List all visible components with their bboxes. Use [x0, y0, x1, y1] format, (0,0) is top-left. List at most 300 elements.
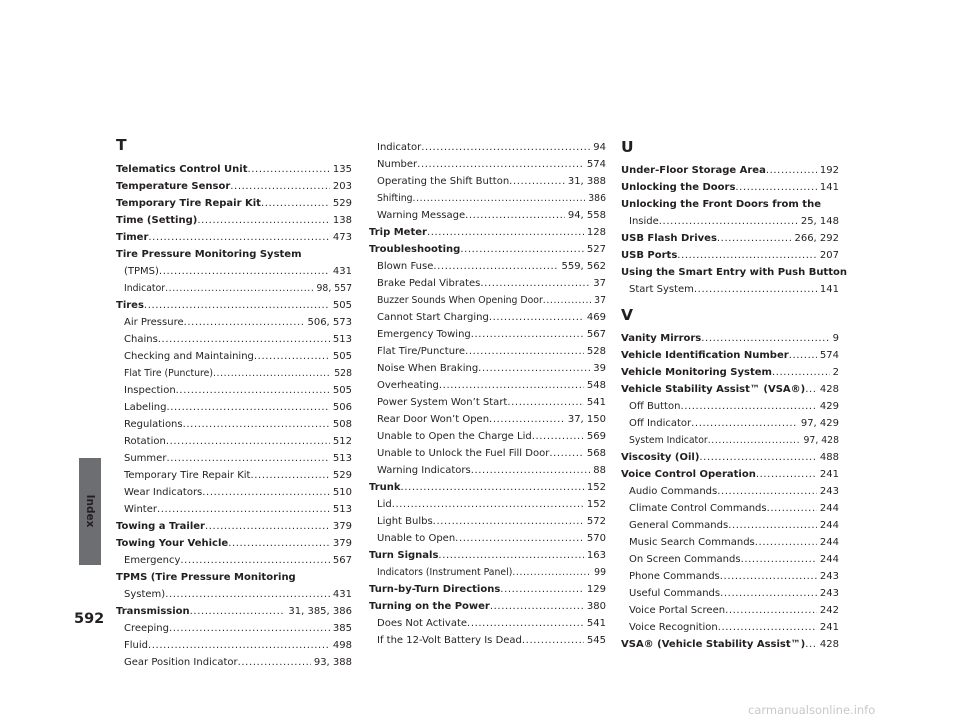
index-subentry: [629, 534, 839, 551]
index-entry: [369, 479, 606, 496]
dot-leader: [413, 190, 586, 207]
dot-leader: [248, 161, 330, 178]
entry-page-ref[interactable]: 241: [819, 622, 839, 633]
dot-leader: [489, 309, 584, 326]
dot-leader: [467, 615, 584, 632]
index-entry: [369, 241, 606, 258]
entry-page-ref[interactable]: 135: [332, 164, 352, 175]
index-subentry: [629, 568, 839, 585]
entry-term: USB Ports: [621, 250, 678, 261]
index-entry: [621, 636, 839, 653]
index-subentry: [124, 620, 352, 637]
entry-page-ref[interactable]: 513: [332, 453, 352, 464]
entry-page-ref[interactable]: 192: [819, 165, 839, 176]
index-subentry: [124, 501, 352, 518]
index-entry: [369, 547, 606, 564]
index-entry: [116, 229, 352, 246]
dot-leader: [144, 297, 330, 314]
index-subentry: [124, 637, 352, 654]
entry-page-ref[interactable]: 541: [586, 397, 606, 408]
entry-page-ref[interactable]: 93, 388: [313, 657, 352, 668]
entry-term: Overheating: [377, 380, 439, 391]
entry-term: Turn-by-Turn Directions: [369, 584, 501, 595]
entry-term: Vanity Mirrors: [621, 333, 702, 344]
entry-term: USB Flash Drives: [621, 233, 717, 244]
entry-page-ref[interactable]: 141: [819, 284, 839, 295]
dot-leader: [158, 331, 330, 348]
index-subentry: [377, 207, 606, 224]
entry-page-ref[interactable]: 513: [332, 504, 352, 515]
entry-page-ref[interactable]: 567: [586, 329, 606, 340]
entry-page-ref[interactable]: 243: [819, 588, 839, 599]
entry-page-ref[interactable]: 498: [332, 640, 352, 651]
entry-term: System Indicator: [629, 435, 708, 446]
entry-term: General Commands: [629, 520, 729, 531]
entry-page-ref[interactable]: 207: [819, 250, 839, 261]
entry-term: Fluid: [124, 640, 148, 651]
dot-leader: [490, 598, 584, 615]
entry-term: Power System Won’t Start: [377, 397, 508, 408]
dot-leader: [677, 247, 817, 264]
entry-term: Regulations: [124, 419, 183, 430]
dot-leader: [254, 348, 330, 365]
index-subentry: [124, 433, 352, 450]
index-subentry: [377, 173, 606, 190]
dot-leader: [197, 212, 330, 229]
entry-term: Trip Meter: [369, 227, 427, 238]
dot-leader: [532, 428, 584, 445]
entry-term: Indicator: [124, 283, 166, 294]
dot-leader: [465, 207, 565, 224]
entry-term: Indicators (Instrument Panel): [377, 567, 513, 578]
entry-term: Shifting: [377, 193, 413, 204]
index-subentry: [629, 619, 839, 636]
index-subentry: [377, 139, 606, 156]
entry-term: Off Indicator: [629, 418, 692, 429]
index-subentry: [377, 275, 606, 292]
dot-leader: [755, 534, 817, 551]
index-entry: [621, 449, 839, 466]
entry-page-ref[interactable]: 529: [332, 470, 352, 481]
entry-term: Light Bulbs: [377, 516, 433, 527]
entry-term: Emergency: [124, 555, 181, 566]
dot-leader: [767, 500, 817, 517]
index-subentry: [124, 382, 352, 399]
dot-leader: [438, 547, 583, 564]
index-subentry: [124, 450, 352, 467]
entry-term: Unlocking the Doors: [621, 182, 736, 193]
entry-page-ref[interactable]: 243: [819, 571, 839, 582]
dot-leader: [159, 263, 330, 280]
entry-page-ref[interactable]: 428: [819, 639, 839, 650]
dot-leader: [169, 620, 330, 637]
dot-leader: [471, 462, 591, 479]
entry-term: Under-Floor Storage Area: [621, 165, 766, 176]
entry-term: Using the Smart Entry with Push Button: [621, 267, 847, 278]
index-entry: [116, 569, 352, 586]
index-subentry: [629, 483, 839, 500]
index-subentry: [377, 309, 606, 326]
index-subentry: [629, 500, 839, 517]
entry-page-ref[interactable]: 203: [332, 181, 352, 192]
entry-page-ref[interactable]: 541: [586, 618, 606, 629]
entry-page-ref[interactable]: 88: [593, 465, 606, 476]
dot-leader: [433, 258, 558, 275]
entry-term: Checking and Maintaining: [124, 351, 254, 362]
entry-page-ref[interactable]: 431: [332, 266, 352, 277]
entry-term: Viscosity (Oil): [621, 452, 700, 463]
entry-page-ref[interactable]: 2: [832, 367, 839, 378]
dot-leader: [202, 484, 330, 501]
dot-leader: [725, 602, 817, 619]
entry-term: Unable to Open: [377, 533, 456, 544]
index-entry: [116, 297, 352, 314]
entry-page-ref[interactable]: 138: [332, 215, 352, 226]
entry-page-ref[interactable]: 31, 385, 386: [288, 606, 352, 617]
entry-term: Lid: [377, 499, 392, 510]
index-subentry: [124, 399, 352, 416]
dot-leader: [176, 382, 330, 399]
entry-term: Buzzer Sounds When Opening Door: [377, 295, 543, 306]
dot-leader: [392, 496, 584, 513]
entry-term: Climate Control Commands: [629, 503, 767, 514]
index-subentry: [377, 411, 606, 428]
dot-leader: [680, 398, 816, 415]
entry-term: Inside: [629, 216, 659, 227]
entry-term: Phone Commands: [629, 571, 720, 582]
entry-term: Gear Position Indicator: [124, 657, 238, 668]
dot-leader: [720, 568, 817, 585]
entry-page-ref[interactable]: 94: [593, 142, 606, 153]
index-entry: [621, 330, 839, 347]
dot-leader: [455, 530, 584, 547]
index-subentry: [124, 416, 352, 433]
index-subentry: [377, 513, 606, 530]
entry-page-ref[interactable]: 39: [593, 363, 606, 374]
dot-leader: [735, 179, 817, 196]
index-subentry: [124, 484, 352, 501]
entry-page-ref[interactable]: 244: [819, 503, 839, 514]
index-entry: [116, 246, 352, 263]
index-subentry: [377, 445, 606, 462]
dot-leader: [228, 535, 330, 552]
entry-term: Time (Setting): [116, 215, 198, 226]
dot-leader: [460, 241, 584, 258]
entry-term: Warning Indicators: [377, 465, 471, 476]
entry-page-ref[interactable]: 513: [332, 334, 352, 345]
entry-page-ref[interactable]: 508: [332, 419, 352, 430]
index-subentry: [124, 348, 352, 365]
entry-term: TPMS (Tire Pressure Monitoring: [116, 572, 296, 583]
index-subentry: [377, 496, 606, 513]
dot-leader: [478, 360, 590, 377]
entry-page-ref[interactable]: 243: [819, 486, 839, 497]
entry-term: Noise When Braking: [377, 363, 479, 374]
dot-leader: [756, 466, 817, 483]
entry-page-ref[interactable]: 527: [586, 244, 606, 255]
entry-page-ref[interactable]: 266, 292: [794, 233, 839, 244]
entry-term: Temporary Tire Repair Kit: [116, 198, 261, 209]
index-entry: [621, 179, 839, 196]
entry-page-ref[interactable]: 559, 562: [561, 261, 606, 272]
entry-term: Vehicle Stability Assist™ (VSA®): [621, 384, 806, 395]
entry-term: Voice Control Operation: [621, 469, 756, 480]
entry-page-ref[interactable]: 379: [332, 538, 352, 549]
index-entry: [116, 603, 352, 620]
dot-leader: [465, 343, 584, 360]
entry-page-ref[interactable]: 380: [586, 601, 606, 612]
dot-leader: [699, 449, 817, 466]
entry-page-ref[interactable]: 37: [593, 278, 606, 289]
entry-term: Trunk: [369, 482, 401, 493]
index-entry: [116, 178, 352, 195]
index-entry: [369, 224, 606, 241]
side-label: Index: [84, 494, 96, 528]
entry-term: Useful Commands: [629, 588, 721, 599]
entry-term: Music Search Commands: [629, 537, 755, 548]
entry-page-ref[interactable]: 128: [586, 227, 606, 238]
dot-leader: [718, 619, 817, 636]
entry-term: Flat Tire (Puncture): [124, 368, 213, 379]
index-subentry: [124, 314, 352, 331]
index-subentry: [377, 530, 606, 547]
dot-leader: [439, 377, 584, 394]
entry-term: Creeping: [124, 623, 169, 634]
entry-page-ref[interactable]: 97, 428: [803, 435, 839, 446]
entry-page-ref[interactable]: 572: [586, 516, 606, 527]
entry-term: VSA® (Vehicle Stability Assist™): [621, 639, 806, 650]
index-subentry: [124, 280, 352, 297]
dot-leader: [708, 432, 801, 449]
index-subentry: [377, 377, 606, 394]
dot-leader: [717, 230, 792, 247]
entry-term: Audio Commands: [629, 486, 718, 497]
index-subentry: [377, 360, 606, 377]
entry-page-ref[interactable]: 163: [586, 550, 606, 561]
entry-term: Flat Tire/Puncture: [377, 346, 466, 357]
entry-page-ref[interactable]: 25, 148: [800, 216, 839, 227]
entry-page-ref[interactable]: 97, 429: [800, 418, 839, 429]
dot-leader: [166, 450, 329, 467]
dot-leader: [522, 632, 584, 649]
entry-page-ref[interactable]: 574: [586, 159, 606, 170]
dot-leader: [238, 654, 311, 671]
entry-page-ref[interactable]: 510: [332, 487, 352, 498]
entry-page-ref[interactable]: 568: [586, 448, 606, 459]
entry-page-ref[interactable]: 570: [586, 533, 606, 544]
index-subentry: [377, 292, 606, 309]
entry-term: Vehicle Monitoring System: [621, 367, 772, 378]
entry-page-ref[interactable]: 99: [594, 567, 606, 578]
entry-page-ref[interactable]: 37: [594, 295, 606, 306]
page-number: 592: [74, 611, 105, 627]
entry-term: Rotation: [124, 436, 166, 447]
dot-leader: [165, 280, 313, 297]
index-entry: [369, 598, 606, 615]
entry-term: Labeling: [124, 402, 167, 413]
entry-page-ref[interactable]: 386: [588, 193, 606, 204]
index-entry: [621, 162, 839, 179]
entry-page-ref[interactable]: 469: [586, 312, 606, 323]
section-letter: U: [621, 138, 634, 156]
dot-leader: [157, 501, 330, 518]
index-subentry: [377, 564, 606, 581]
entry-term: Air Pressure: [124, 317, 184, 328]
dot-leader: [772, 364, 830, 381]
entry-page-ref[interactable]: 505: [332, 300, 352, 311]
entry-page-ref[interactable]: 98, 557: [316, 283, 352, 294]
dot-leader: [549, 445, 584, 462]
index-entry: [124, 263, 352, 280]
entry-term: System): [124, 589, 166, 600]
dot-leader: [507, 394, 584, 411]
dot-leader: [230, 178, 330, 195]
index-subentry: [377, 343, 606, 360]
entry-page-ref[interactable]: 244: [819, 520, 839, 531]
entry-page-ref[interactable]: 431: [332, 589, 352, 600]
index-entry: [629, 213, 839, 230]
entry-term: Blown Fuse: [377, 261, 434, 272]
entry-term: Timer: [116, 232, 149, 243]
entry-page-ref[interactable]: 473: [332, 232, 352, 243]
entry-page-ref[interactable]: 241: [819, 469, 839, 480]
entry-page-ref[interactable]: 528: [334, 368, 352, 379]
index-subentry: [377, 428, 606, 445]
index-entry: [116, 161, 352, 178]
entry-term: Indicator: [377, 142, 422, 153]
entry-term: Chains: [124, 334, 158, 345]
index-subentry: [629, 551, 839, 568]
entry-term: Transmission: [116, 606, 190, 617]
entry-page-ref[interactable]: 512: [332, 436, 352, 447]
index-entry: [621, 264, 847, 281]
dot-leader: [766, 162, 817, 179]
entry-page-ref[interactable]: 379: [332, 521, 352, 532]
dot-leader: [205, 518, 330, 535]
index-subentry: [377, 394, 606, 411]
entry-term: Off Button: [629, 401, 681, 412]
entry-page-ref[interactable]: 37, 150: [567, 414, 606, 425]
dot-leader: [148, 637, 330, 654]
entry-term: Tire Pressure Monitoring System: [116, 249, 302, 260]
entry-page-ref[interactable]: 94, 558: [567, 210, 606, 221]
dot-leader: [166, 399, 329, 416]
entry-page-ref[interactable]: 244: [819, 554, 839, 565]
entry-page-ref[interactable]: 569: [586, 431, 606, 442]
index-subentry: [377, 615, 606, 632]
entry-term: On Screen Commands: [629, 554, 741, 565]
dot-leader: [421, 139, 590, 156]
dot-leader: [489, 411, 565, 428]
entry-term: Voice Recognition: [629, 622, 718, 633]
index-subentry: [124, 654, 352, 671]
entry-term: Rear Door Won’t Open: [377, 414, 490, 425]
entry-page-ref[interactable]: 567: [332, 555, 352, 566]
dot-leader: [789, 347, 817, 364]
dot-leader: [694, 281, 817, 298]
entry-page-ref[interactable]: 141: [819, 182, 839, 193]
entry-page-ref[interactable]: 31, 388: [567, 176, 606, 187]
index-subentry: [377, 190, 606, 207]
entry-page-ref[interactable]: 506, 573: [307, 317, 352, 328]
entry-term: Unable to Unlock the Fuel Fill Door: [377, 448, 550, 459]
index-entry: [116, 518, 352, 535]
entry-page-ref[interactable]: 505: [332, 351, 352, 362]
entry-page-ref[interactable]: 429: [819, 401, 839, 412]
entry-page-ref[interactable]: 385: [332, 623, 352, 634]
dot-leader: [728, 517, 817, 534]
entry-page-ref[interactable]: 9: [832, 333, 839, 344]
index-entry: [621, 381, 839, 398]
entry-page-ref[interactable]: 428: [819, 384, 839, 395]
dot-leader: [180, 552, 330, 569]
index-entry: [621, 230, 839, 247]
index-subentry: [377, 462, 606, 479]
dot-leader: [720, 585, 817, 602]
entry-term: Operating the Shift Button: [377, 176, 510, 187]
entry-page-ref[interactable]: 242: [819, 605, 839, 616]
entry-term: Telematics Control Unit: [116, 164, 248, 175]
entry-page-ref[interactable]: 244: [819, 537, 839, 548]
index-entry: [621, 347, 839, 364]
dot-leader: [427, 224, 584, 241]
entry-page-ref[interactable]: 528: [586, 346, 606, 357]
entry-term: Emergency Towing: [377, 329, 471, 340]
entry-term: Unlocking the Front Doors from the: [621, 199, 821, 210]
entry-term: Troubleshooting: [369, 244, 461, 255]
dot-leader: [805, 636, 817, 653]
entry-term: Towing Your Vehicle: [116, 538, 229, 549]
dot-leader: [509, 173, 565, 190]
index-subentry: [124, 467, 352, 484]
dot-leader: [417, 156, 584, 173]
entry-term: Temporary Tire Repair Kit: [124, 470, 251, 481]
index-subentry: [124, 365, 352, 382]
entry-page-ref[interactable]: 574: [819, 350, 839, 361]
entry-page-ref[interactable]: 488: [819, 452, 839, 463]
index-entry: [369, 581, 606, 598]
entry-page-ref[interactable]: 506: [332, 402, 352, 413]
index-subentry: [377, 326, 606, 343]
entry-page-ref[interactable]: 548: [586, 380, 606, 391]
index-subentry: [629, 415, 839, 432]
entry-page-ref[interactable]: 505: [332, 385, 352, 396]
entry-page-ref[interactable]: 545: [586, 635, 606, 646]
entry-term: Warning Message: [377, 210, 466, 221]
index-subentry: [629, 398, 839, 415]
entry-term: Unable to Open the Charge Lid: [377, 431, 532, 442]
entry-term: Voice Portal Screen: [629, 605, 726, 616]
entry-page-ref[interactable]: 152: [586, 482, 606, 493]
dot-leader: [805, 381, 817, 398]
index-subentry: [124, 331, 352, 348]
index-subentry: [629, 602, 839, 619]
entry-term: Cannot Start Charging: [377, 312, 489, 323]
entry-page-ref[interactable]: 529: [332, 198, 352, 209]
index-entry: [629, 281, 839, 298]
entry-term: If the 12-Volt Battery Is Dead: [377, 635, 522, 646]
entry-term: Brake Pedal Vibrates: [377, 278, 481, 289]
dot-leader: [261, 195, 330, 212]
dot-leader: [659, 213, 798, 230]
entry-page-ref[interactable]: 129: [586, 584, 606, 595]
entry-term: Does Not Activate: [377, 618, 468, 629]
entry-page-ref[interactable]: 152: [586, 499, 606, 510]
entry-term: Towing a Trailer: [116, 521, 205, 532]
entry-term: Start System: [629, 284, 694, 295]
dot-leader: [184, 314, 305, 331]
dot-leader: [500, 581, 584, 598]
